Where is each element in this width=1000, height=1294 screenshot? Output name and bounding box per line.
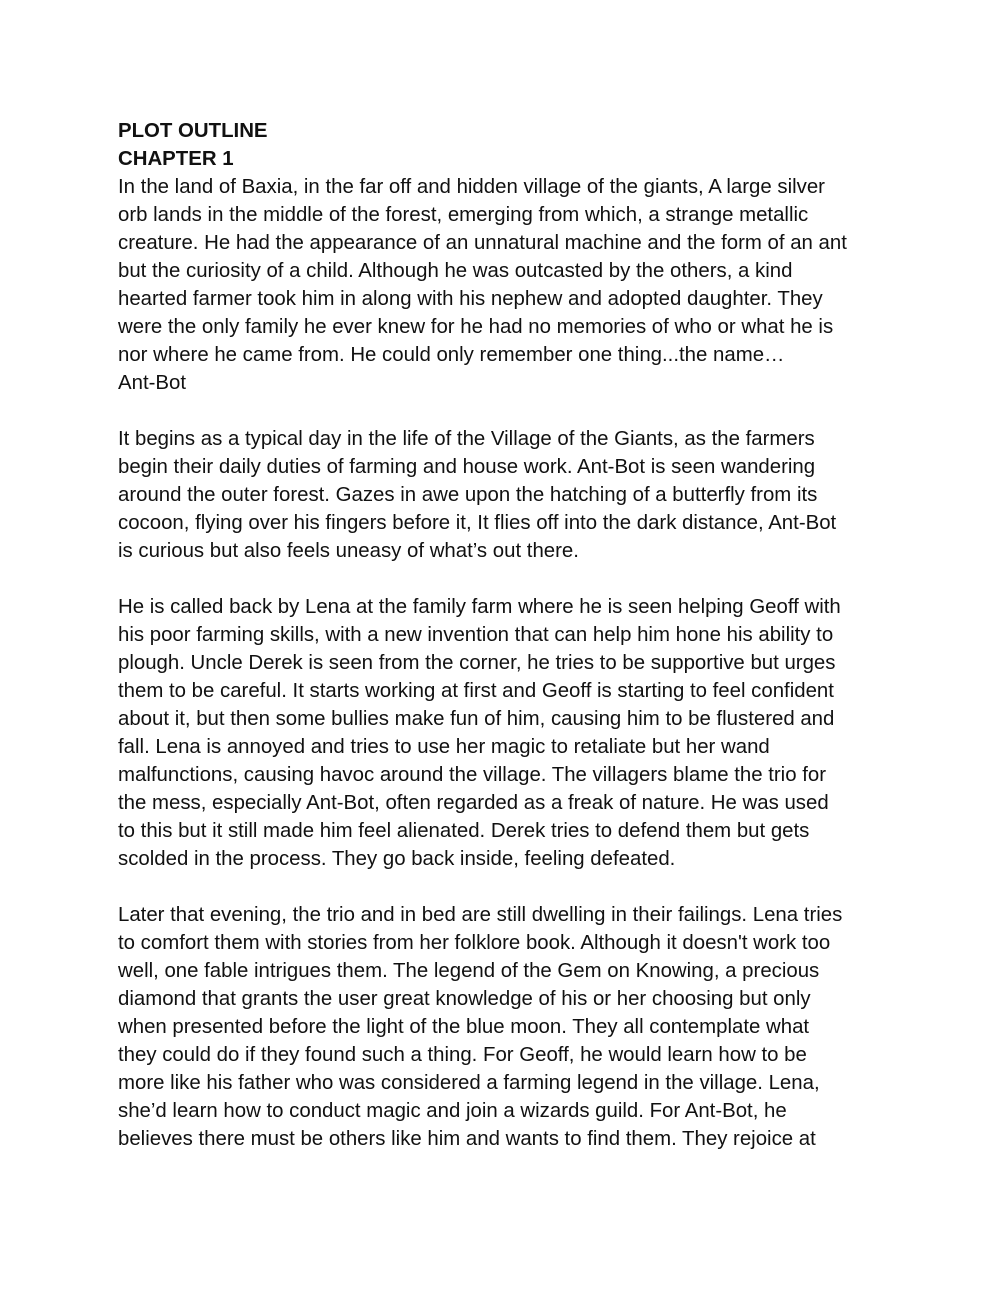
paragraph-line: Ant-Bot [118, 372, 187, 394]
paragraph-line: to comfort them with stories from her folklore book. Although it doesn't work too [118, 932, 831, 954]
paragraph-line: creature. He had the appearance of an unnatural machine and the form of an ant [118, 232, 847, 254]
paragraph-line: malfunctions, causing havoc around the village. The villagers blame the trio for [118, 764, 827, 786]
paragraph-line: nor where he came from. He could only remember one thing...the name… [118, 344, 785, 366]
document-title: PLOT OUTLINE [118, 120, 268, 142]
paragraph-line: is curious but also feels uneasy of what’s out there. [118, 540, 579, 562]
paragraph-line: fall. Lena is annoyed and tries to use her magic to retaliate but her wand [118, 736, 770, 758]
paragraph-line: begin their daily duties of farming and house work. Ant-Bot is seen wandering [118, 456, 816, 478]
paragraph-line: but the curiosity of a child. Although he was outcasted by the others, a kind [118, 260, 793, 282]
chapter-heading: CHAPTER 1 [118, 148, 234, 170]
paragraph-line: In the land of Baxia, in the far off and hidden village of the giants, A large silver [118, 176, 825, 198]
paragraph-line: she’d learn how to conduct magic and join a wizards guild. For Ant-Bot, he [118, 1100, 787, 1122]
paragraph-line: when presented before the light of the blue moon. They all contemplate what [118, 1016, 810, 1038]
paragraph-line: believes there must be others like him and wants to find them. They rejoice at [118, 1128, 816, 1150]
paragraph-line: well, one fable intrigues them. The legend of the Gem on Knowing, a precious [118, 960, 820, 982]
paragraph-4 [118, 901, 893, 1153]
paragraph-line: scolded in the process. They go back inside, feeling defeated. [118, 848, 676, 870]
document-page [118, 117, 893, 1181]
paragraph-3 [118, 593, 893, 873]
paragraph-line: they could do if they found such a thing. For Geoff, he would learn how to be [118, 1044, 807, 1066]
paragraph-line: the mess, especially Ant-Bot, often regarded as a freak of nature. He was used [118, 792, 829, 814]
paragraph-1 [118, 173, 893, 397]
paragraph-line: about it, but then some bullies make fun of him, causing him to be flustered and [118, 708, 835, 730]
paragraph-line: plough. Uncle Derek is seen from the corner, he tries to be supportive but urges [118, 652, 836, 674]
paragraph-line: to this but it still made him feel alienated. Derek tries to defend them but gets [118, 820, 810, 842]
paragraph-line: his poor farming skills, with a new invention that can help him hone his ability to [118, 624, 834, 646]
paragraph-line: He is called back by Lena at the family farm where he is seen helping Geoff with [118, 596, 841, 618]
paragraph-line: orb lands in the middle of the forest, emerging from which, a strange metallic [118, 204, 809, 226]
paragraph-line: around the outer forest. Gazes in awe upon the hatching of a butterfly from its [118, 484, 818, 506]
paragraph-line: more like his father who was considered a farming legend in the village. Lena, [118, 1072, 820, 1094]
paragraph-line: Later that evening, the trio and in bed are still dwelling in their failings. Lena tries [118, 904, 843, 926]
paragraph-line: It begins as a typical day in the life of the Village of the Giants, as the farmers [118, 428, 815, 450]
paragraph-line: them to be careful. It starts working at first and Geoff is starting to feel confident [118, 680, 834, 702]
paragraph-line: were the only family he ever knew for he had no memories of who or what he is [118, 316, 834, 338]
paragraph-line: diamond that grants the user great knowledge of his or her choosing but only [118, 988, 811, 1010]
paragraph-line: hearted farmer took him in along with his nephew and adopted daughter. They [118, 288, 823, 310]
paragraph-line: cocoon, flying over his fingers before it, It flies off into the dark distance, Ant-Bot [118, 512, 837, 534]
paragraph-2 [118, 425, 893, 565]
